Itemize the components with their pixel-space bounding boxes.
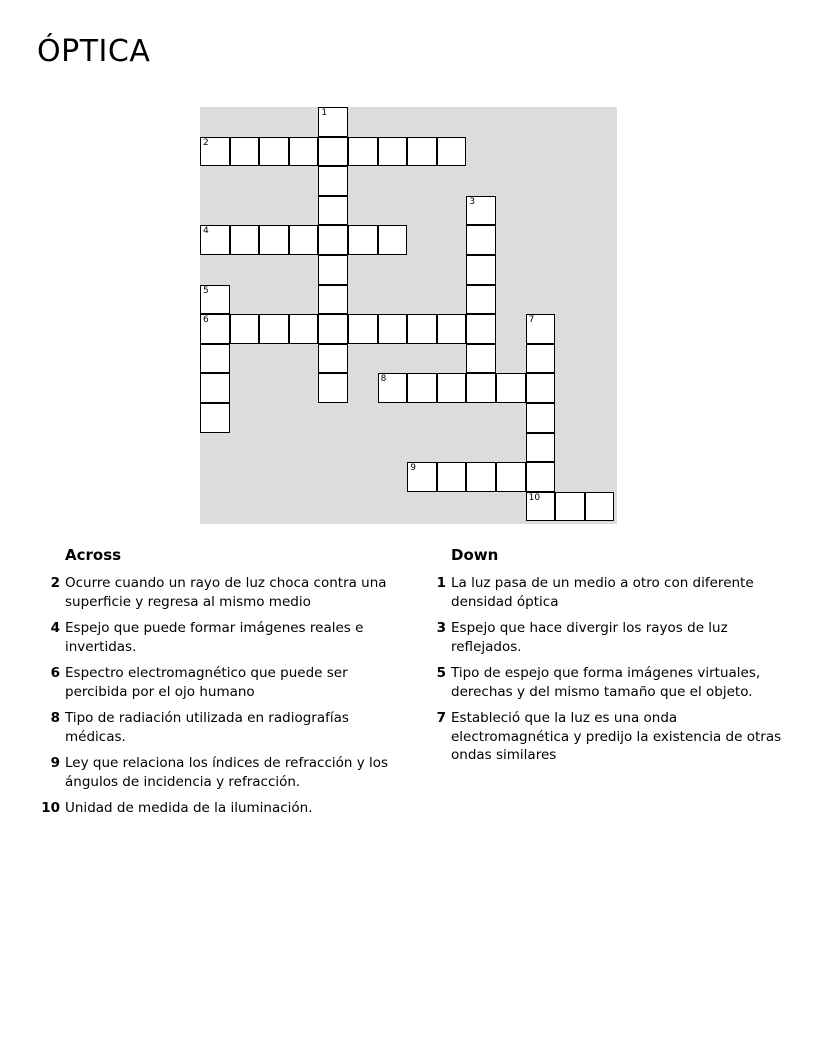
grid-cell[interactable] [200,314,230,344]
clue-text: Tipo de espejo que forma imágenes virtuales, derechas y del mismo tamaño que el objeto. [451,665,761,700]
grid-cell[interactable] [318,344,348,374]
grid-cell[interactable] [348,225,378,255]
grid-cell[interactable] [318,107,348,137]
cell-number: 2 [203,137,209,148]
grid-cell[interactable] [526,433,556,463]
clue-text: Espejo que puede formar imágenes reales e invertidas. [65,620,364,655]
across-clue [38,619,398,656]
cell-number: 3 [469,196,476,207]
grid-cell[interactable] [259,225,289,255]
clue-text: Ocurre cuando un rayo de luz choca contra una superficie y regresa al mismo medio [65,575,387,610]
cell-number: 1 [321,108,328,118]
grid-cell[interactable] [526,403,556,433]
grid-cell[interactable] [259,314,289,344]
grid-cell[interactable] [230,314,260,344]
down-clue [424,664,786,701]
clue-number: 9 [50,755,60,771]
grid-cell[interactable] [318,314,348,344]
down-clues [424,546,786,773]
clue-text: Ley que relaciona los índices de refracción y los ángulos de incidencia y refracción. [65,755,389,790]
grid-cell[interactable] [585,492,615,522]
grid-cell[interactable] [318,225,348,255]
cell-number: 10 [528,492,541,503]
across-clues [38,546,398,826]
cell-number: 7 [528,315,535,326]
grid-cell[interactable] [378,137,408,167]
grid-cell[interactable] [466,314,496,344]
grid-cell[interactable] [378,373,408,403]
grid-cell[interactable] [259,137,289,167]
grid-cell[interactable] [200,285,230,315]
grid-cell[interactable] [407,462,437,492]
clue-number: 2 [50,575,60,591]
clue-number: 8 [50,710,60,726]
grid-cell[interactable] [437,314,467,344]
grid-cell[interactable] [407,314,437,344]
down-heading: Down [451,546,499,564]
clue-text: Espectro electromagnético que puede ser percibida por el ojo humano [65,665,348,700]
grid-cell[interactable] [289,137,319,167]
grid-cell[interactable] [437,373,467,403]
clue-text: Estableció que la luz es una onda electromagnética y predijo la existencia de otras ondas similares [451,710,782,763]
grid-cell[interactable] [200,373,230,403]
grid-cell[interactable] [526,462,556,492]
grid-cell[interactable] [466,344,496,374]
grid-cell[interactable] [318,285,348,315]
grid-cell[interactable] [466,462,496,492]
grid-cell[interactable] [466,196,496,226]
clue-text: Tipo de radiación utilizada en radiografías médicas. [65,710,349,745]
grid-cell[interactable] [200,344,230,374]
clue-number: 10 [41,800,60,816]
grid-cell[interactable] [466,373,496,403]
grid-cell[interactable] [230,137,260,167]
grid-cell[interactable] [289,314,319,344]
clue-number: 6 [50,665,60,681]
grid-cell[interactable] [318,196,348,226]
grid-cell[interactable] [466,255,496,285]
across-clue [38,754,398,791]
grid-cell[interactable] [230,225,260,255]
grid-cell[interactable] [526,344,556,374]
across-clue [38,664,398,701]
cell-number: 6 [203,315,209,326]
grid-cell[interactable] [348,137,378,167]
grid-cell[interactable] [437,137,467,167]
across-heading: Across [65,546,122,564]
grid-cell[interactable] [496,462,526,492]
down-clue [424,619,786,656]
grid-cell[interactable] [378,314,408,344]
grid-cell[interactable] [526,314,556,344]
grid-cell[interactable] [526,492,556,522]
clue-text: Unidad de medida de la iluminación. [65,800,313,816]
clue-number: 7 [436,710,446,726]
clue-number: 3 [436,620,446,636]
clue-number: 4 [50,620,60,636]
cell-number: 5 [203,285,209,296]
grid-cell[interactable] [526,373,556,403]
cell-number: 9 [410,463,416,474]
grid-cell[interactable] [200,403,230,433]
grid-cell[interactable] [466,225,496,255]
grid-cell[interactable] [348,314,378,344]
page-title: ÓPTICA [37,34,151,69]
grid-cell[interactable] [318,166,348,196]
grid-cell[interactable] [318,137,348,167]
grid-cell[interactable] [407,137,437,167]
down-clue [424,574,786,611]
clue-number: 1 [436,575,446,591]
down-clue [424,709,786,765]
clue-text: Espejo que hace divergir los rayos de luz reflejados. [451,620,728,655]
crossword-grid [200,107,617,524]
grid-cell[interactable] [466,285,496,315]
grid-cell[interactable] [555,492,585,522]
grid-cell[interactable] [496,373,526,403]
clue-text: La luz pasa de un medio a otro con diferente densidad óptica [451,575,754,610]
grid-cell[interactable] [200,137,230,167]
clue-number: 5 [436,665,446,681]
across-clue [38,574,398,611]
across-clue [38,709,398,746]
grid-cell[interactable] [289,225,319,255]
grid-cell[interactable] [378,225,408,255]
grid-cell[interactable] [200,225,230,255]
cell-number: 4 [203,226,209,237]
cell-number: 8 [380,374,387,385]
grid-cell[interactable] [407,373,437,403]
grid-cell[interactable] [318,373,348,403]
across-clue [38,799,398,818]
grid-cell[interactable] [318,255,348,285]
grid-cell[interactable] [437,462,467,492]
